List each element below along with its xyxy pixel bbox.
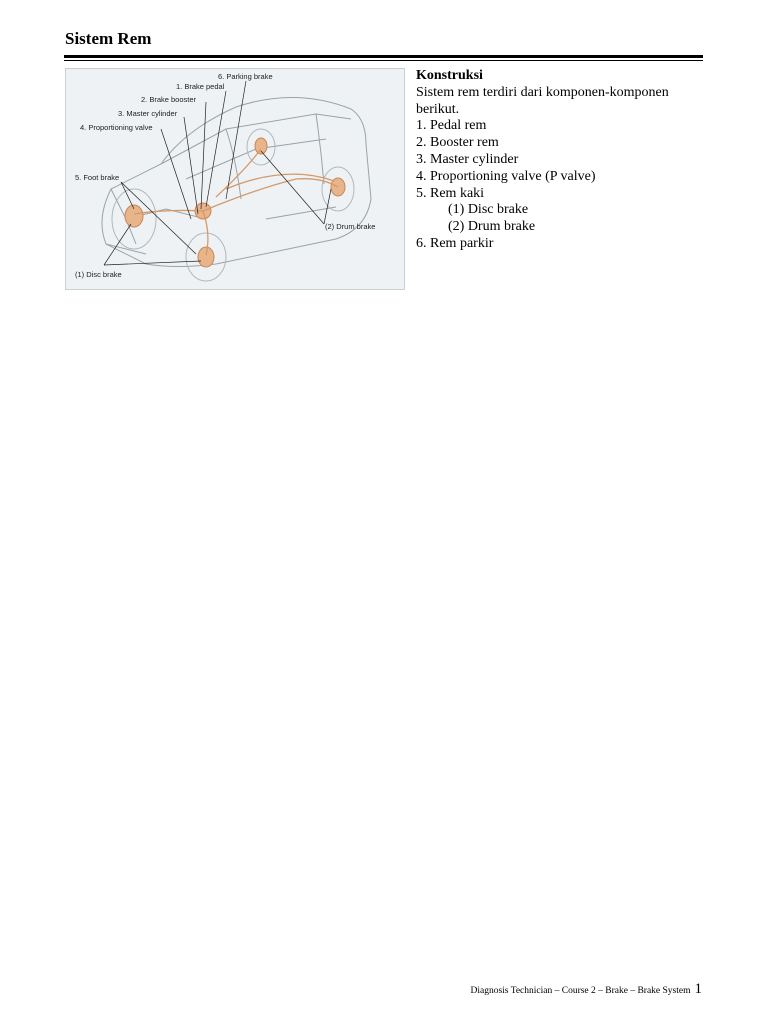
label-parking-brake: 6. Parking brake	[218, 72, 273, 81]
list-item-booster: 2. Booster rem	[416, 135, 499, 151]
header-rule-thick	[64, 55, 703, 58]
intro-text-line-1: Sistem rem terdiri dari komponen-komponen	[416, 84, 669, 100]
list-item-p-valve: 4. Proportioning valve (P valve)	[416, 168, 596, 184]
label-drum-brake: (2) Drum brake	[325, 222, 376, 231]
page-title: Sistem Rem	[65, 29, 152, 48]
page-number: 1	[694, 981, 702, 997]
brake-system-figure	[65, 68, 405, 290]
header-rule-thin	[64, 60, 703, 61]
list-item-rem-kaki: 5. Rem kaki	[416, 185, 485, 201]
sub-item-drum-brake: (2) Drum brake	[448, 219, 536, 235]
label-disc-brake: (1) Disc brake	[75, 270, 122, 279]
sub-item-disc-brake: (1) Disc brake	[448, 202, 529, 218]
intro-text-line-2: berikut.	[416, 101, 460, 117]
label-brake-pedal: 1. Brake pedal	[176, 82, 225, 91]
label-brake-booster: 2. Brake booster	[141, 95, 197, 104]
list-item-master-cylinder: 3. Master cylinder	[416, 151, 519, 167]
construction-section	[416, 68, 706, 253]
label-proportioning-valve: 4. Proportioning valve	[80, 123, 153, 132]
section-heading: Konstruksi	[416, 68, 483, 83]
label-master-cylinder: 3. Master cylinder	[118, 109, 178, 118]
list-item-pedal: 1. Pedal rem	[416, 118, 487, 134]
footer-text: Diagnosis Technician – Course 2 – Brake – Brake System	[470, 986, 691, 996]
page-footer	[471, 981, 703, 998]
list-item-rem-parkir: 6. Rem parkir	[416, 235, 494, 251]
label-foot-brake: 5. Foot brake	[75, 173, 120, 182]
